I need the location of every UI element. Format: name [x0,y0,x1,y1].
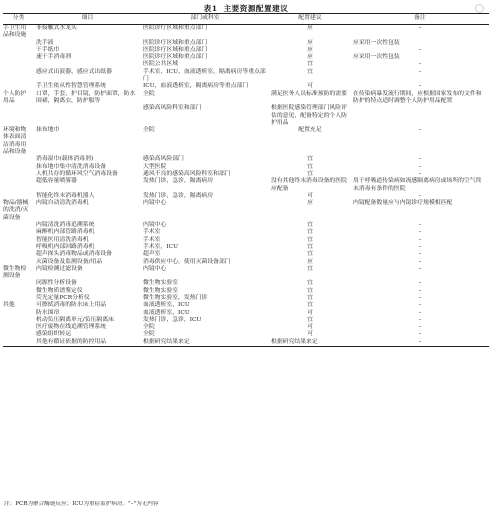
table-row [3,40,489,47]
cell-department: 内镜中心 [143,265,167,272]
cell-category [3,171,34,178]
table-row [3,156,489,163]
table-row [3,83,489,90]
cell-item: 内镜自动清洗消毒机 [36,200,89,207]
cell-recommendation: 宜 [307,229,313,236]
table-row [3,280,489,287]
cell-item: 干手纸巾 [36,46,60,53]
table-row [3,339,489,347]
cell-remark: – [418,324,422,331]
cell-recommendation: 可 [307,331,313,338]
cell-recommendation: 宜 [307,170,313,177]
cell-department: 全院 [143,90,155,97]
cell-department: 全院 [143,331,155,338]
table-row [3,69,489,84]
table-row [3,302,489,309]
cell-recommendation: 宜 [307,68,313,75]
header-item: 细目 [81,15,94,22]
cell-recommendation: 应 [307,39,313,46]
seal-icon [475,4,484,13]
cell-recommendation: 可 [307,83,313,90]
header-category: 分类 [12,15,25,22]
table-body [3,25,489,347]
cell-remark: – [418,61,422,68]
cell-remark: – [418,229,422,236]
cell-remark: 内镜配备数量应与内镜诊疗规模相匹配 [353,200,453,207]
cell-remark [351,105,489,127]
cell-category [3,288,34,295]
cell-item: 消毒湿巾(载体消毒剂) [36,156,94,163]
cell-remark: – [418,68,422,75]
cell-item: 非接触式水龙头 [36,25,77,31]
cell-department: 消毒供应中心，使用灭菌设备部门 [143,258,231,265]
cell-item: 感应式出液器、感应式出纸器 [36,68,112,75]
cell-remark: – [418,156,422,163]
cell-remark: – [418,25,422,31]
cell-recommendation: 宜 [307,163,313,170]
cell-category [3,47,34,54]
cell-remark: – [418,127,422,134]
table-row [3,237,489,244]
table-row [3,91,489,106]
cell-remark: 用于呼吸道传染病如流感隔离病房或场所的空气终末消毒有条件的医院 [353,178,482,192]
cell-item: 智能化终末消毒机器人 [36,192,95,199]
cell-department: 感染高风险部门 [143,156,184,163]
cell-category [3,244,34,251]
cell-department: 发热门诊，急诊，隔离病房 [143,178,214,185]
cell-item: 灭菌设备及监测设备/用品 [36,258,103,265]
cell-department: 手术室，ICU [143,243,179,250]
cell-item: 呼吸机内部回路消毒机 [36,243,95,250]
cell-recommendation: 宜 [307,287,313,294]
cell-category [3,164,34,171]
cell-item: 机动负压隔离单元/负压隔离床 [36,316,114,323]
cell-item: 微生物质谱鉴定仪 [36,287,83,294]
cell-department: 大型医院 [143,163,167,170]
cell-item: 其他有循证依据的防控用品 [36,338,107,345]
table-row [3,259,489,266]
cell-item: 速干手消毒剂 [36,54,72,61]
cell-department: 感染高风险科室和部门 [143,105,202,112]
cell-remark: – [418,302,422,309]
cell-category [3,222,34,229]
cell-department: 血液透析室，ICU [143,309,190,316]
table-number: 表1 [203,4,218,13]
cell-item: 同源性分析设备 [36,280,77,287]
cell-department: 医院公共区域 [143,61,179,68]
cell-item: 抹布地巾 [36,127,60,134]
cell-department: 全院 [143,324,155,331]
table-row [3,25,489,40]
cell-department: 微生物实验室 [143,280,179,287]
cell-category [3,324,34,331]
cell-item: 感染组织转运 [36,331,72,338]
cell-department: 发热门诊，急诊，ICU [143,316,202,323]
table-row [3,229,489,236]
cell-department: ICU，血液透析室，隔离病房等重点部门 [143,83,249,90]
cell-remark: 在传染病暴发流行期间，应根据国家发布的文件和防护的特点适时调整个人防护用品配置 [353,90,482,104]
cell-recommendation: 根据医院感染管理部门风险评估的意见，配备特定的个人防护用品 [271,105,347,126]
cell-item: 超声探头消毒物品或消毒设备 [36,251,112,258]
cell-item [34,105,141,127]
cell-remark: – [418,258,422,265]
table-row [3,324,489,331]
table-row [3,200,489,222]
cell-recommendation: 宜 [307,61,313,68]
table-row [3,54,489,61]
table-row [3,127,489,156]
table-title: 主要资源配置建议 [223,4,289,13]
cell-category [3,339,34,347]
cell-recommendation: 应 [307,258,313,265]
cell-category [3,237,34,244]
cell-recommendation: 宜 [307,302,313,309]
cell-department: 医院诊疗区域和重点部门 [143,25,208,31]
cell-remark: 应采用一次性包装 [353,54,400,61]
cell-recommendation: 宜 [307,294,313,301]
cell-category: 微生物检测设备 [3,265,27,280]
cell-category: 环境和物体表面清洁消毒用品和设备 [3,127,27,156]
cell-department: 全院 [143,127,155,134]
cell-recommendation: 可 [307,192,313,199]
cell-recommendation: 根据研究结果来定 [271,338,318,345]
cell-item: 荧光定量PCR分析仪 [36,294,90,301]
cell-recommendation: 没有其他终末消毒设备的医院应配备 [271,178,347,192]
cell-item: 洗手液 [36,39,54,46]
cell-category [3,40,34,47]
cell-category [3,83,34,90]
cell-recommendation: 可 [307,309,313,316]
cell-recommendation: 宜 [307,280,313,287]
cell-recommendation: 配置充足 [298,127,322,134]
cell-category [3,178,34,193]
cell-category [3,61,34,68]
cell-department: 内镜中心 [143,200,167,207]
cell-department: 血液透析室，ICU [143,302,190,309]
cell-remark: – [418,338,422,345]
resource-table [3,13,489,347]
cell-recommendation: 应 [307,46,313,53]
table-row [3,178,489,193]
cell-recommendation: 应 [307,200,313,207]
cell-item [34,61,141,68]
cell-category: 个人防护用品 [3,90,27,104]
cell-department: 手术室，ICU，血液透析室，隔离病房等重点部门 [143,68,266,83]
cell-department: 微生物实验室 [143,287,179,294]
cell-item: 超低容量喷雾器 [36,178,77,185]
cell-department: 微生物实验室，发热门诊 [143,294,208,301]
header-department: 部门或科室 [190,15,220,22]
table-row [3,61,489,68]
cell-category [3,69,34,84]
table-row [3,105,489,127]
table-row [3,47,489,54]
cell-category [3,310,34,317]
cell-remark: – [418,163,422,170]
cell-remark: – [418,83,422,90]
cell-remark: – [418,222,422,229]
table-footnote: 注：PCR为聚合酶链反应；ICU为重症监护病房。"–"为无内容 [4,501,159,507]
cell-category [3,317,34,324]
cell-category: 物品/器械的洗消/灭菌设备 [3,200,29,221]
cell-category [3,54,34,61]
cell-department: 超声室 [143,251,161,258]
cell-remark: – [418,192,422,199]
cell-remark: – [418,287,422,294]
cell-recommendation: 可 [307,324,313,331]
cell-remark: – [418,309,422,316]
table-row [3,331,489,338]
cell-category [3,156,34,163]
cell-remark: – [418,251,422,258]
cell-item: 人机共存的循环风空气消毒设备 [36,170,118,177]
cell-item: 内镜检测过滤设备 [36,265,83,272]
header-recommendation: 配置建议 [298,15,322,22]
cell-item: 口罩，手套，护目镜，防护面罩，防水围裙，隔离衣，防护服等 [36,90,136,104]
table-row [3,310,489,317]
cell-department: 医院诊疗区域和重点部门 [143,39,208,46]
header-remark: 备注 [414,15,426,22]
cell-remark: – [418,316,422,323]
cell-category [3,259,34,266]
cell-category: 手卫生用品和设施 [3,25,27,39]
cell-recommendation: 宜 [307,156,313,163]
cell-remark: – [418,294,422,301]
cell-department: 医院诊疗区域和重点部门 [143,46,208,53]
cell-recommendation: 宜 [307,236,313,243]
cell-remark: – [418,331,422,338]
cell-category: 其他 [3,302,15,309]
cell-recommendation: 应 [307,54,313,61]
cell-remark: – [418,243,422,250]
cell-department: 通风不良的感染高风险科室和部门 [143,170,231,177]
cell-department: 根据研究结果来定 [143,338,190,345]
cell-item: 内镜清洗消毒追溯系统 [36,222,95,229]
cell-recommendation: 宜 [307,243,313,250]
table-header-row [3,14,489,25]
table-row [3,288,489,295]
cell-remark: – [418,280,422,287]
cell-item: 抹布地巾集中清洗消毒设备 [36,163,107,170]
table-row [3,266,489,281]
cell-category [3,105,34,127]
cell-recommendation: 宜 [307,222,313,229]
cell-item: 麻醉机内部管路消毒机 [36,229,95,236]
cell-recommendation: 应 [307,25,313,31]
cell-department: 手术室 [143,236,161,243]
cell-item: 手卫生依从性智慧管理系统 [36,83,107,90]
cell-category [3,251,34,258]
cell-recommendation: 满足医务人员标准预防的需要 [271,90,347,97]
cell-recommendation: 宜 [307,251,313,258]
cell-recommendation: 宜 [307,265,313,272]
cell-remark: – [418,170,422,177]
cell-remark: – [418,236,422,243]
table-row [3,164,489,171]
cell-remark: – [418,265,422,272]
cell-recommendation: 宜 [307,316,313,323]
cell-category [3,280,34,287]
cell-item: 可擦拭消毒的防水床上用品 [36,302,107,309]
cell-category [3,331,34,338]
table-row [3,251,489,258]
cell-remark: 应采用一次性包装 [353,39,400,46]
cell-category [3,229,34,236]
cell-remark: – [418,46,422,53]
cell-item: 防水围帘 [36,309,60,316]
cell-department: 医院诊疗区域和重点部门 [143,54,208,61]
cell-department: 手术室 [143,229,161,236]
cell-item: 智能医用清洗消毒机 [36,236,89,243]
cell-department: 内镜中心 [143,222,167,229]
cell-item: 医疗废物在线追溯管理系统 [36,324,107,331]
cell-department: 发热门诊，急诊，隔离病房 [143,192,214,199]
